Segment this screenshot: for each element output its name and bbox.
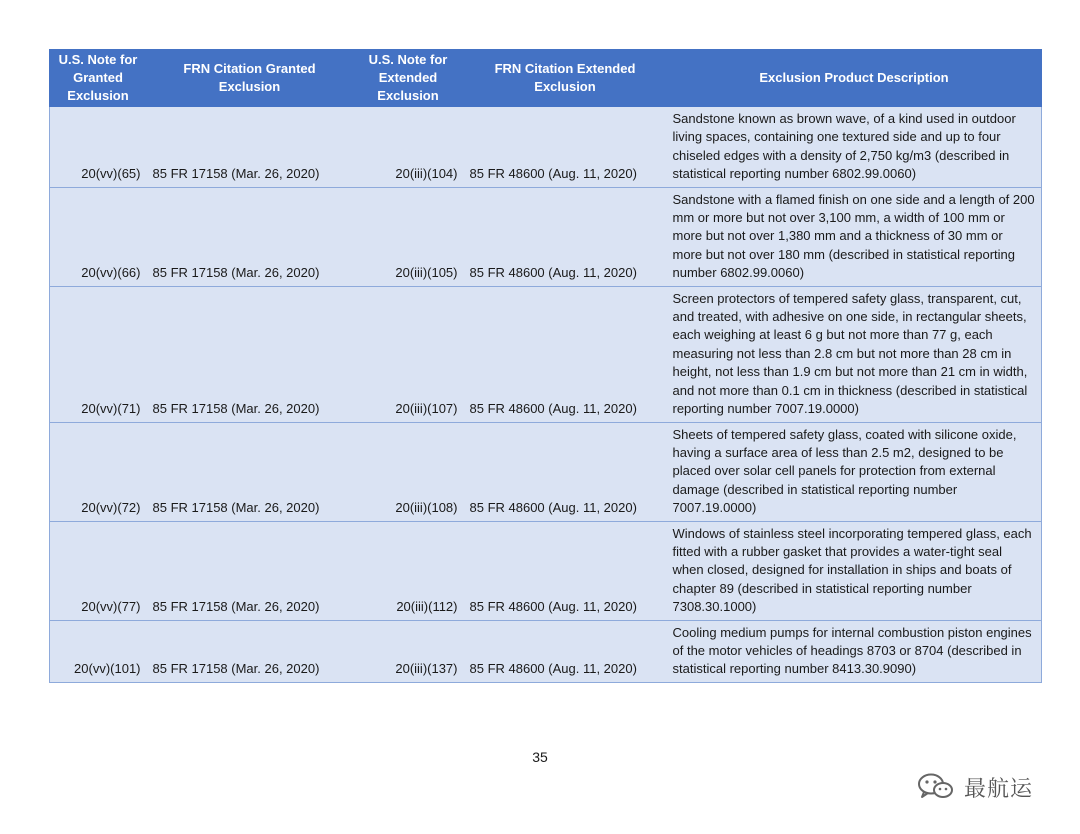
table-body [50, 107, 1042, 683]
extended-frn-cell: 85 FR 48600 (Aug. 11, 2020) [464, 107, 667, 188]
header-granted-note: U.S. Note for Granted Exclusion [50, 50, 147, 107]
table-row [50, 107, 1042, 188]
extended-note-cell: 20(iii)(104) [353, 107, 464, 188]
description-cell: Sheets of tempered safety glass, coated with silicone oxide, having a surface area of less than 2.5 m2, designed to be placed over solar cell panels for protection from external damage (described in statistical reporting number 7007.19.0000) [667, 422, 1042, 521]
extended-note-cell: 20(iii)(137) [353, 620, 464, 682]
description-cell: Windows of stainless steel incorporating tempered glass, each fitted with a rubber gasket that provides a water-tight seal when closed, designed for installation in ships and boats of chapter 89 (described in statistical reporting number 7308.30.1000) [667, 521, 1042, 620]
extended-frn-cell: 85 FR 48600 (Aug. 11, 2020) [464, 187, 667, 286]
table-header [50, 50, 1042, 107]
granted-frn-cell: 85 FR 17158 (Mar. 26, 2020) [147, 521, 353, 620]
granted-note-cell: 20(vv)(101) [50, 620, 147, 682]
granted-frn-cell: 85 FR 17158 (Mar. 26, 2020) [147, 187, 353, 286]
watermark [916, 772, 1033, 802]
granted-note-cell: 20(vv)(72) [50, 422, 147, 521]
extended-frn-cell: 85 FR 48600 (Aug. 11, 2020) [464, 286, 667, 422]
header-granted-frn: FRN Citation Granted Exclusion [147, 50, 353, 107]
page-number: 35 [532, 749, 548, 765]
header-extended-frn: FRN Citation Extended Exclusion [464, 50, 667, 107]
header-row [50, 50, 1042, 107]
extended-note-cell: 20(iii)(107) [353, 286, 464, 422]
granted-note-cell: 20(vv)(77) [50, 521, 147, 620]
extended-note-cell: 20(iii)(105) [353, 187, 464, 286]
table-row [50, 187, 1042, 286]
table-row [50, 521, 1042, 620]
description-cell: Sandstone with a flamed finish on one side and a length of 200 mm or more but not over 3,100 mm, a width of 100 mm or more but not over 1,380 mm and a thickness of 30 mm or more but not over 180 mm (described in statistical reporting number 6802.99.0060) [667, 187, 1042, 286]
granted-frn-cell: 85 FR 17158 (Mar. 26, 2020) [147, 620, 353, 682]
table-row [50, 286, 1042, 422]
table-row [50, 620, 1042, 682]
extended-note-cell: 20(iii)(108) [353, 422, 464, 521]
description-cell: Screen protectors of tempered safety glass, transparent, cut, and treated, with adhesive on one side, in rectangular sheets, each weighing at least 6 g but not more than 77 g, each measuring not less than 2.8 cm but not more than 28 cm in height, not less than 1.9 cm but not more than 21 cm in width, and not more than 0.1 cm in thickness (described in statistical reporting number 7007.19.0000) [667, 286, 1042, 422]
description-cell: Cooling medium pumps for internal combustion piston engines of the motor vehicles of headings 8703 or 8704 (described in statistical reporting number 8413.30.9090) [667, 620, 1042, 682]
extended-note-cell: 20(iii)(112) [353, 521, 464, 620]
granted-frn-cell: 85 FR 17158 (Mar. 26, 2020) [147, 422, 353, 521]
exclusions-table [49, 49, 1042, 683]
description-cell: Sandstone known as brown wave, of a kind used in outdoor living spaces, containing one textured side and up to four chiseled edges with a density of 2,750 kg/m3 (described in statistical reporting number 6802.99.0060) [667, 107, 1042, 188]
watermark-text: 最航运 [964, 776, 1034, 802]
granted-note-cell: 20(vv)(71) [50, 286, 147, 422]
header-description: Exclusion Product Description [667, 50, 1042, 107]
granted-note-cell: 20(vv)(65) [50, 107, 147, 188]
granted-frn-cell: 85 FR 17158 (Mar. 26, 2020) [147, 286, 353, 422]
table-row [50, 422, 1042, 521]
extended-frn-cell: 85 FR 48600 (Aug. 11, 2020) [464, 521, 667, 620]
extended-frn-cell: 85 FR 48600 (Aug. 11, 2020) [464, 422, 667, 521]
extended-frn-cell: 85 FR 48600 (Aug. 11, 2020) [464, 620, 667, 682]
granted-frn-cell: 85 FR 17158 (Mar. 26, 2020) [147, 107, 353, 188]
header-extended-note: U.S. Note for Extended Exclusion [353, 50, 464, 107]
wechat-icon [916, 772, 956, 802]
granted-note-cell: 20(vv)(66) [50, 187, 147, 286]
